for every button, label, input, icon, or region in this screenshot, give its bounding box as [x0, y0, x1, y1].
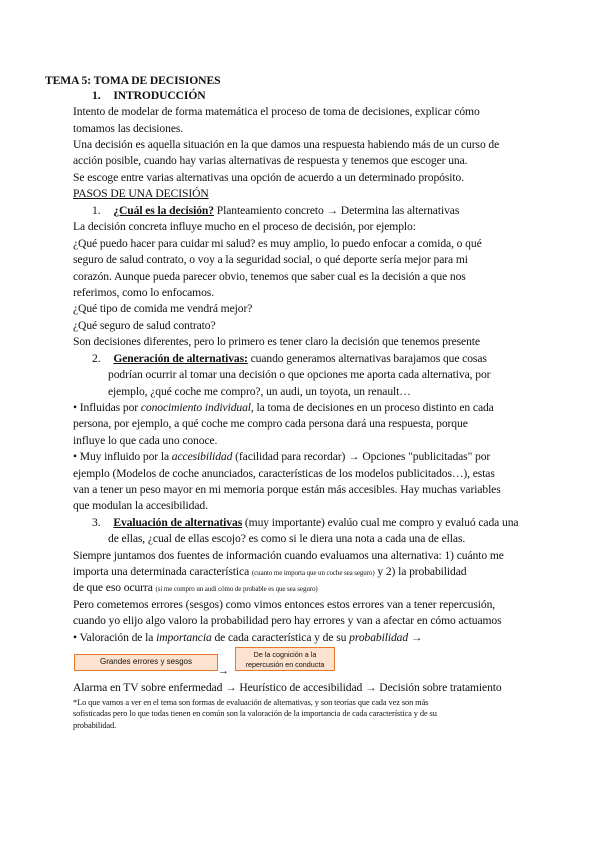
bullet-emphasis: conocimiento individual [140, 401, 251, 414]
small-note: (si me compro un audi cómo de probable es que sea seguro) [155, 585, 318, 593]
paragraph-line: Son decisiones diferentes, pero lo primero es tener claro la decisión que tenemos presente [73, 335, 480, 348]
step-2 [92, 351, 487, 366]
footnote-line: *Lo que vamos a ver en el tema son formas de evaluación de alternativas, y son teorías que cada vez son más [73, 698, 429, 707]
bullet-emphasis: accesibilidad [171, 450, 233, 463]
paragraph-line: persona, por ejemplo, a qué coche me compro cada persona dará una respuesta, porque [73, 417, 468, 430]
intro-line: tomamos las decisiones. [73, 122, 184, 135]
paragraph-line: ejemplo (Modelos de coche anunciados, características de los modelos publicitados…), estas [73, 467, 495, 480]
text: y 2) la probabilidad [374, 565, 467, 578]
paragraph-line [73, 580, 318, 597]
bullet-conocimiento [73, 400, 494, 415]
cognicion-conducta-box [235, 647, 335, 671]
bullet-valoracion [73, 630, 422, 645]
text: de que eso ocurra [73, 581, 156, 594]
step-text: cuando generamos alternativas barajamos que cosas [247, 352, 487, 365]
step-3-line: de ellas, ¿cual de ellas escojo? es como si le diera una nota a cada una de ellas. [108, 532, 466, 545]
step-label: ¿Cuál es la decisión? [113, 204, 214, 217]
section-label: INTRODUCCIÓN [113, 89, 206, 102]
paragraph-line: Siempre juntamos dos fuentes de información cuando evaluamos una alternativa: 1) cuánto me [73, 549, 504, 562]
text: • Valoración de la [73, 631, 157, 644]
step-text: (muy importante) evalúo cual me compro y evaluó cada una [242, 516, 519, 529]
intro-line: acción posible, cuando hay varias alternativas de respuesta y tenemos que escoger una. [73, 154, 468, 167]
emphasis: importancia [156, 631, 212, 644]
section-number: 1. [92, 89, 101, 102]
step-label: Generación de alternativas: [113, 352, 248, 365]
paragraph-line: ¿Qué tipo de comida me vendrá mejor? [73, 302, 253, 315]
paragraph-line: influye lo que cada uno conoce. [73, 434, 218, 447]
paragraph-line: cuando yo elijo algo valoro la probabilidad pero hay errores y van a afectar en cómo actuamos [73, 614, 502, 627]
step-number: 2. [92, 352, 101, 365]
paragraph-line: seguro de salud contrato, o voy a la seguridad social, o qué deporte sería mejor para mi [73, 253, 468, 266]
step-1 [92, 203, 459, 218]
step-label: Evaluación de alternativas [113, 516, 243, 529]
box-line: repercusión en conducta [245, 659, 325, 669]
bullet-text: , la toma de decisiones en un proceso distinto en cada [250, 401, 494, 414]
bullet-text: • Influidas por [73, 401, 141, 414]
step-number: 1. [92, 204, 101, 217]
intro-line: Una decisión es aquella situación en la que damos una respuesta habiendo más de un curso de [73, 138, 500, 151]
text: de cada característica y de su [211, 631, 350, 644]
text: → [408, 631, 423, 644]
small-note: (cuanto me importa que un coche sea seguro) [251, 569, 375, 577]
bullet-accesibilidad [73, 449, 490, 464]
step-2-line: ejemplo, ¿qué coche me compro?, un audi, un toyota, un renault… [108, 385, 411, 398]
paragraph-line: referimos, como lo enfocamos. [73, 286, 215, 299]
footnote-line: probabilidad. [73, 721, 117, 730]
step-2-line: podrían ocurrir al tomar una decisión o que opciones me aporta cada alternativa, por [108, 368, 491, 381]
text: importa una determinada característica [73, 565, 252, 578]
paragraph-line: ¿Qué puedo hacer para cuidar mi salud? es muy amplio, lo puedo enfocar a comida, o qué [73, 237, 482, 250]
step-number: 3. [92, 516, 101, 529]
section-heading-introduccion [92, 88, 206, 103]
paragraph-line: van a tener un peso mayor en mi memoria porque están más accesibles. Hay muchas variables [73, 483, 501, 496]
alarm-example: Alarma en TV sobre enfermedad → Heurístico de accesibilidad → Decisión sobre tratamiento [73, 681, 502, 694]
document-title: TEMA 5: TOMA DE DECISIONES [45, 74, 221, 87]
bullet-text: • Muy influido por la [73, 450, 172, 463]
footnote-line: sofisticadas pero lo que todas tienen en común son la valoración de la importancia de cada característica y de su [73, 709, 437, 718]
paragraph-line: que modulan la accesibilidad. [73, 499, 208, 512]
paragraph-line: La decisión concreta influye mucho en el proceso de decisión, por ejemplo: [73, 220, 416, 233]
box-line: De la cognición a la [253, 650, 317, 659]
paragraph-line [73, 564, 466, 581]
bullet-text: (facilidad para recordar) → Opciones "publicitadas" por [232, 450, 491, 463]
step-3 [92, 515, 518, 530]
paragraph-line: Pero cometemos errores (sesgos) como vimos entonces estos errores van a tener repercusión, [73, 598, 496, 611]
step-text: Planteamiento concreto → Determina las alternativas [213, 204, 460, 217]
emphasis: probabilidad [349, 631, 409, 644]
paragraph-line: ¿Qué seguro de salud contrato? [73, 319, 216, 332]
errores-sesgos-box: Grandes errores y sesgos [74, 654, 218, 671]
intro-line: Intento de modelar de forma matemática el proceso de toma de decisiones, explicar cómo [73, 105, 480, 118]
paragraph-line: corazón. Aunque pueda parecer obvio, tenemos que saber cual es la decisión a que nos [73, 270, 466, 283]
diagram-arrow: → [218, 665, 229, 677]
intro-line: Se escoge entre varias alternativas una opción de acuerdo a un determinado propósito. [73, 171, 465, 184]
pasos-heading: PASOS DE UNA DECISIÓN [73, 187, 209, 200]
